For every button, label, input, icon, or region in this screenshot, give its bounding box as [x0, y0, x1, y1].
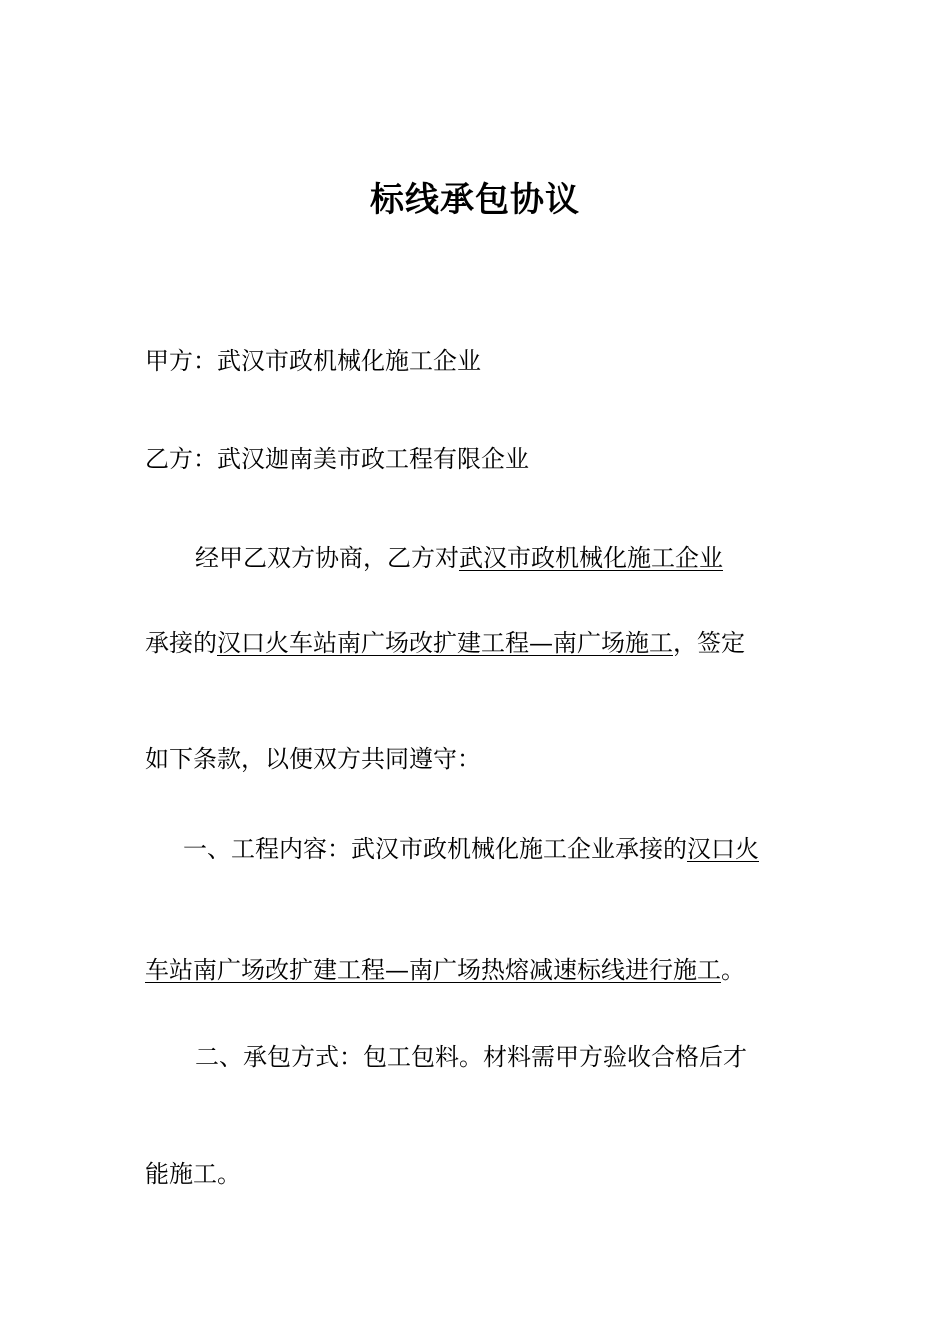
intro-line-3: 如下条款，以便双方共同遵守： [145, 745, 481, 773]
party-b-line: 乙方：武汉迦南美市政工程有限企业 [145, 445, 529, 473]
clause-text: 。 [721, 956, 745, 984]
intro-text: ，签定 [673, 629, 745, 657]
project-name-underlined: 汉口火车站南广场改扩建工程—南广场施工 [217, 629, 673, 657]
intro-line-1 [195, 541, 723, 575]
clause-2-line-1: 二、承包方式：包工包料。材料需甲方验收合格后才 [195, 1043, 747, 1071]
project-scope-underlined: 车站南广场改扩建工程—南广场热熔减速标线进行施工 [145, 956, 721, 984]
document-title: 标线承包协议 [370, 180, 580, 220]
clause-1-line-1 [183, 832, 759, 866]
project-name-underlined: 汉口火 [687, 835, 759, 863]
clause-1-line-2 [145, 953, 745, 987]
intro-line-2 [145, 626, 745, 660]
clause-2-line-2: 能施工。 [145, 1160, 241, 1188]
party-a-line: 甲方：武汉市政机械化施工企业 [145, 347, 481, 375]
intro-text: 承接的 [145, 629, 217, 657]
intro-text: 经甲乙双方协商，乙方对 [195, 544, 459, 572]
clause-text: 一、工程内容：武汉市政机械化施工企业承接的 [183, 835, 687, 863]
contractor-name-underlined: 武汉市政机械化施工企业 [459, 544, 723, 572]
